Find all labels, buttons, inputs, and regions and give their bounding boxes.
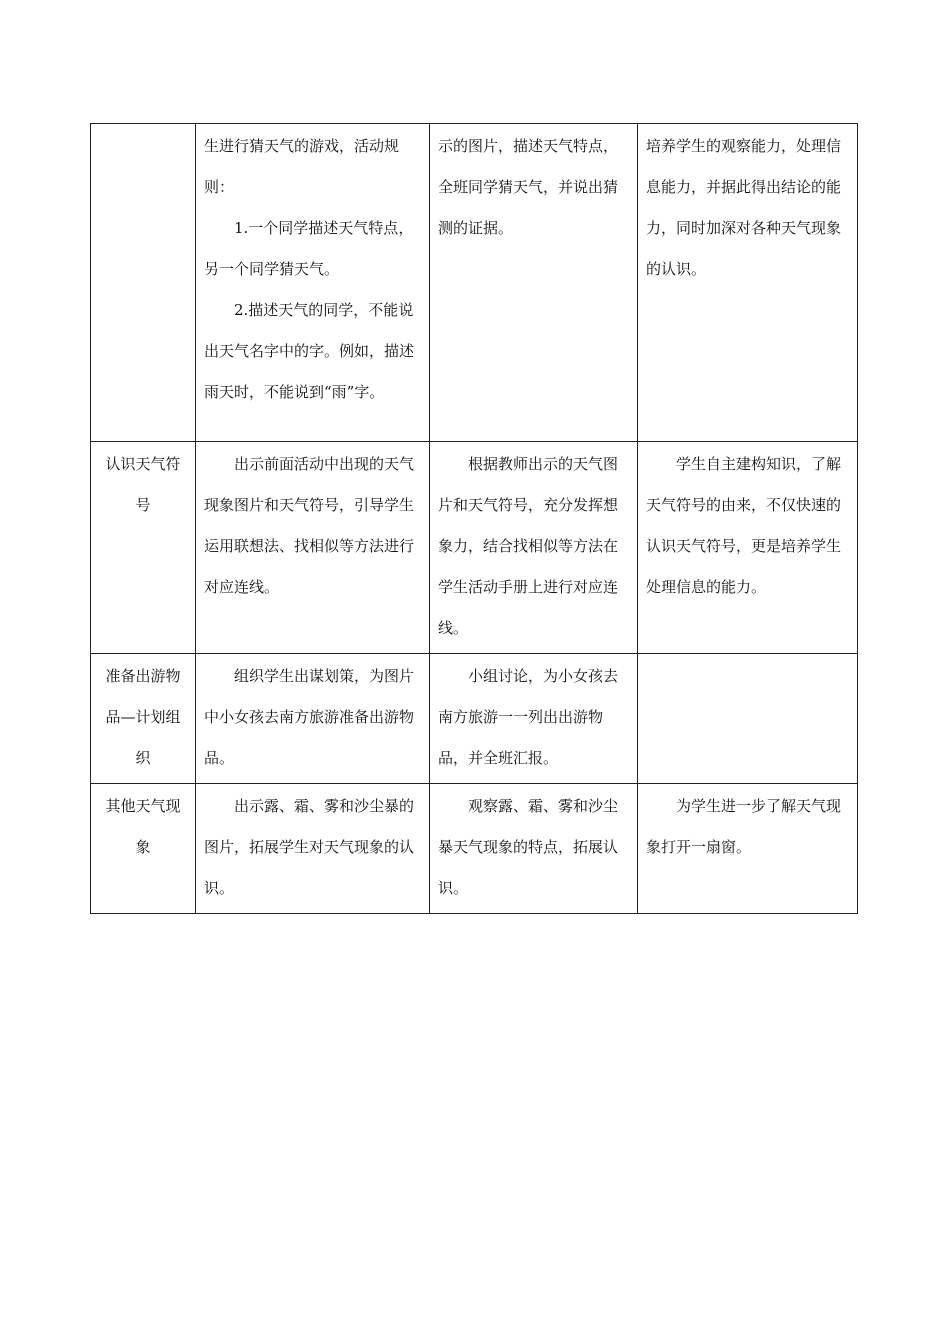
design-intent-paragraph: 学生自主建构知识，了解天气符号的由来，不仅快速的认识天气符号，更是培养学生处理信息的能力。 [646, 455, 842, 596]
table-row [91, 784, 858, 914]
teacher-activity-cell [196, 784, 430, 914]
design-intent-cell [638, 654, 858, 784]
teacher-activity-cell [196, 442, 430, 654]
student-activity-cell: 示的图片，描述天气特点，全班同学猜天气，并说出猜测的证据。 [430, 124, 638, 442]
stage-cell [91, 124, 196, 442]
teacher-activity-cell [196, 124, 430, 442]
stage-cell: 认识天气符号 [91, 442, 196, 654]
design-intent-cell: 培养学生的观察能力，处理信息能力，并据此得出结论的能力，同时加深对各种天气现象的认识。 [638, 124, 858, 442]
teacher-activity-cell [196, 654, 430, 784]
student-activity-cell [430, 654, 638, 784]
student-activity-paragraph: 根据教师出示的天气图片和天气符号，充分发挥想象力，结合找相似等方法在学生活动手册上进行对应连线。 [438, 455, 619, 637]
lesson-plan-table [90, 123, 858, 914]
teacher-activity-paragraph: 出示前面活动中出现的天气现象图片和天气符号，引导学生运用联想法、找相似等方法进行对应连线。 [204, 455, 415, 596]
design-intent-cell [638, 784, 858, 914]
design-intent-paragraph: 为学生进一步了解天气现象打开一扇窗。 [646, 797, 842, 856]
stage-cell: 其他天气现象 [91, 784, 196, 914]
student-activity-cell [430, 442, 638, 654]
teacher-activity-paragraph: 组织学生出谋划策，为图片中小女孩去南方旅游准备出游物品。 [204, 667, 415, 767]
teacher-activity-paragraph: 2.描述天气的同学，不能说出天气名字中的字。例如，描述雨天时，不能说到“雨”字。 [204, 301, 415, 401]
stage-cell: 准备出游物品—计划组织 [91, 654, 196, 784]
teacher-activity-paragraph: 出示露、霜、雾和沙尘暴的图片，拓展学生对天气现象的认识。 [204, 797, 415, 897]
table-row [91, 654, 858, 784]
design-intent-cell [638, 442, 858, 654]
student-activity-cell [430, 784, 638, 914]
student-activity-paragraph: 观察露、霜、雾和沙尘暴天气现象的特点，拓展认识。 [438, 797, 619, 897]
student-activity-paragraph: 小组讨论，为小女孩去南方旅游一一列出出游物品，并全班汇报。 [438, 667, 619, 767]
table-row [91, 124, 858, 442]
teacher-activity-paragraph: 1.一个同学描述天气特点，另一个同学猜天气。 [204, 219, 414, 278]
table-row [91, 442, 858, 654]
teacher-activity-paragraph: 生进行猜天气的游戏，活动规则： [204, 137, 400, 196]
